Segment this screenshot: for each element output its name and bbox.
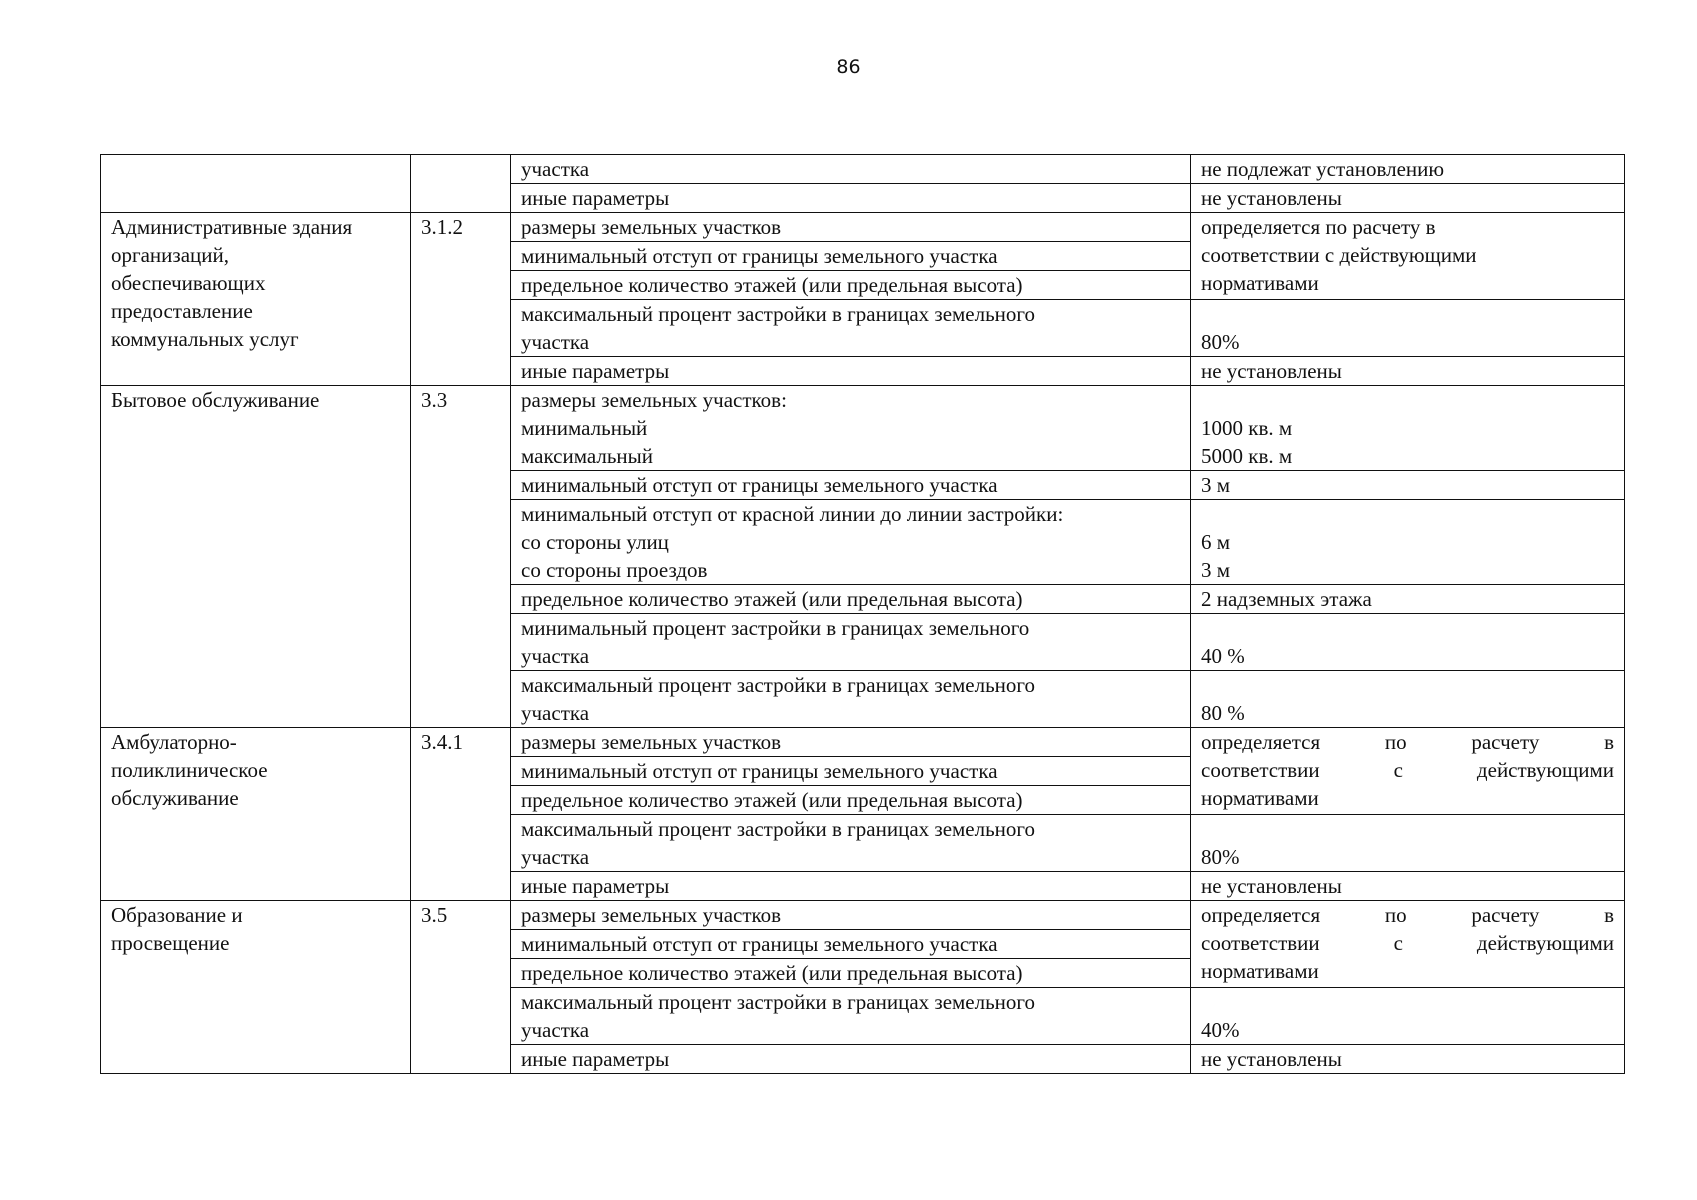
parameter-text: предельное количество этажей (или предельная высота): [521, 587, 1023, 611]
land-use-type-text: коммунальных услуг: [111, 327, 299, 351]
value-text: 80 %: [1201, 701, 1245, 725]
value-text: определяется по расчету в: [1201, 215, 1436, 239]
parameter-cell: [511, 901, 1191, 930]
value-text: нормативами: [1201, 959, 1319, 983]
table-row: [101, 155, 1625, 184]
value-text: соответствии с действующими: [1201, 931, 1614, 955]
table-row: [101, 213, 1625, 242]
parameter-text: максимальный процент застройки в границах земельного: [521, 673, 1036, 697]
value-text: 3 м: [1201, 473, 1231, 497]
parameter-text: минимальный отступ от границы земельного участка: [521, 473, 998, 497]
parameter-cell: [511, 1045, 1191, 1074]
value-text: 2 надземных этажа: [1201, 587, 1372, 611]
page-number: 86: [836, 56, 861, 78]
parameter-text: иные параметры: [521, 186, 670, 210]
parameter-text: участка: [521, 644, 590, 668]
land-use-type-text: поликлиническое: [111, 758, 268, 782]
land-use-type-text: обеспечивающих: [111, 271, 266, 295]
merged-value-cell: [1191, 728, 1625, 815]
parameter-cell: [511, 500, 1191, 585]
parameter-text: размеры земельных участков:: [521, 388, 787, 412]
parameter-cell: [511, 213, 1191, 242]
parameter-cell: [511, 184, 1191, 213]
value-cell: [1191, 386, 1625, 471]
land-use-type-cell: [101, 155, 411, 213]
value-text: определяется по расчету в: [1201, 903, 1614, 927]
value-cell: [1191, 815, 1625, 872]
parameter-text: максимальный: [521, 444, 653, 468]
value-cell: [1191, 585, 1625, 614]
value-text: 80%: [1201, 330, 1240, 354]
parameter-text: со стороны проездов: [521, 558, 708, 582]
parameter-cell: [511, 471, 1191, 500]
value-cell: [1191, 988, 1625, 1045]
parameter-text: размеры земельных участков: [521, 903, 782, 927]
parameter-text: иные параметры: [521, 874, 670, 898]
parameter-text: предельное количество этажей (или предельная высота): [521, 961, 1023, 985]
code-cell: 3.5: [411, 901, 511, 1074]
parameter-cell: [511, 271, 1191, 300]
parameter-text: максимальный процент застройки в границах земельного: [521, 817, 1036, 841]
value-text: 1000 кв. м: [1201, 416, 1293, 440]
code-cell: [411, 155, 511, 213]
value-cell: [1191, 184, 1625, 213]
value-text: не подлежат установлению: [1201, 157, 1445, 181]
land-use-type-text: обслуживание: [111, 786, 239, 810]
value-cell: [1191, 872, 1625, 901]
table-row: [101, 901, 1625, 930]
parameter-cell: [511, 959, 1191, 988]
parameter-cell: [511, 671, 1191, 728]
land-use-type-text: организаций,: [111, 243, 229, 267]
parameter-text: участка: [521, 701, 590, 725]
parameter-cell: [511, 757, 1191, 786]
parameter-text: минимальный процент застройки в границах земельного: [521, 616, 1030, 640]
parameter-cell: [511, 386, 1191, 471]
land-use-type-text: Образование и: [111, 903, 243, 927]
value-text: 6 м: [1201, 530, 1231, 554]
value-text: соответствии с действующими: [1201, 243, 1477, 267]
value-text: не установлены: [1201, 186, 1342, 210]
parameter-text: минимальный: [521, 416, 648, 440]
parameter-text: минимальный отступ от границы земельного участка: [521, 759, 998, 783]
code-cell: 3.1.2: [411, 213, 511, 386]
value-text: нормативами: [1201, 271, 1319, 295]
parameter-cell: [511, 930, 1191, 959]
value-text: не установлены: [1201, 874, 1342, 898]
value-text: не установлены: [1201, 359, 1342, 383]
parameter-cell: [511, 242, 1191, 271]
land-use-type-cell: [101, 213, 411, 386]
merged-value-cell: [1191, 213, 1625, 300]
value-text: 40 %: [1201, 644, 1245, 668]
land-use-type-text: Амбулаторно-: [111, 730, 237, 754]
code-cell: 3.3: [411, 386, 511, 728]
value-cell: [1191, 155, 1625, 184]
value-text: нормативами: [1201, 786, 1319, 810]
parameter-cell: [511, 155, 1191, 184]
parameter-text: со стороны улиц: [521, 530, 669, 554]
value-text: соответствии с действующими: [1201, 758, 1614, 782]
value-text: 40%: [1201, 1018, 1240, 1042]
value-cell: [1191, 671, 1625, 728]
table-row: [101, 386, 1625, 471]
value-cell: [1191, 500, 1625, 585]
land-use-type-cell: [101, 728, 411, 901]
table-row: [101, 728, 1625, 757]
parameter-text: участка: [521, 1018, 590, 1042]
parameter-text: участка: [521, 845, 590, 869]
parameter-text: предельное количество этажей (или предельная высота): [521, 273, 1023, 297]
parameter-cell: [511, 786, 1191, 815]
value-cell: [1191, 1045, 1625, 1074]
parameter-text: минимальный отступ от красной линии до линии застройки:: [521, 502, 1064, 526]
land-use-type-text: просвещение: [111, 931, 230, 955]
parameter-text: участка: [521, 157, 590, 181]
parameter-text: максимальный процент застройки в границах земельного: [521, 990, 1036, 1014]
parameter-cell: [511, 872, 1191, 901]
value-cell: [1191, 300, 1625, 357]
parameter-cell: [511, 728, 1191, 757]
merged-value-cell: [1191, 901, 1625, 988]
parameter-text: минимальный отступ от границы земельного участка: [521, 932, 998, 956]
value-text: определяется по расчету в: [1201, 730, 1614, 754]
land-use-type-text: предоставление: [111, 299, 253, 323]
parameter-text: иные параметры: [521, 1047, 670, 1071]
parameter-cell: [511, 988, 1191, 1045]
parameter-text: иные параметры: [521, 359, 670, 383]
land-use-type-cell: [101, 901, 411, 1074]
value-text: 80%: [1201, 845, 1240, 869]
parameter-text: предельное количество этажей (или предельная высота): [521, 788, 1023, 812]
value-text: 5000 кв. м: [1201, 444, 1293, 468]
value-cell: [1191, 471, 1625, 500]
parameter-text: участка: [521, 330, 590, 354]
value-cell: [1191, 614, 1625, 671]
parameter-cell: [511, 300, 1191, 357]
parameter-text: размеры земельных участков: [521, 730, 782, 754]
value-text: 3 м: [1201, 558, 1231, 582]
parameter-cell: [511, 585, 1191, 614]
parameter-cell: [511, 357, 1191, 386]
land-use-type-text: Административные здания: [111, 215, 353, 239]
parameter-text: размеры земельных участков: [521, 215, 782, 239]
parameter-cell: [511, 815, 1191, 872]
parameter-text: минимальный отступ от границы земельного участка: [521, 244, 998, 268]
value-text: не установлены: [1201, 1047, 1342, 1071]
parameter-cell: [511, 614, 1191, 671]
regulations-table: [100, 154, 1625, 1074]
parameter-text: максимальный процент застройки в границах земельного: [521, 302, 1036, 326]
land-use-type-cell: Бытовое обслуживание: [101, 386, 411, 728]
code-cell: 3.4.1: [411, 728, 511, 901]
value-cell: [1191, 357, 1625, 386]
